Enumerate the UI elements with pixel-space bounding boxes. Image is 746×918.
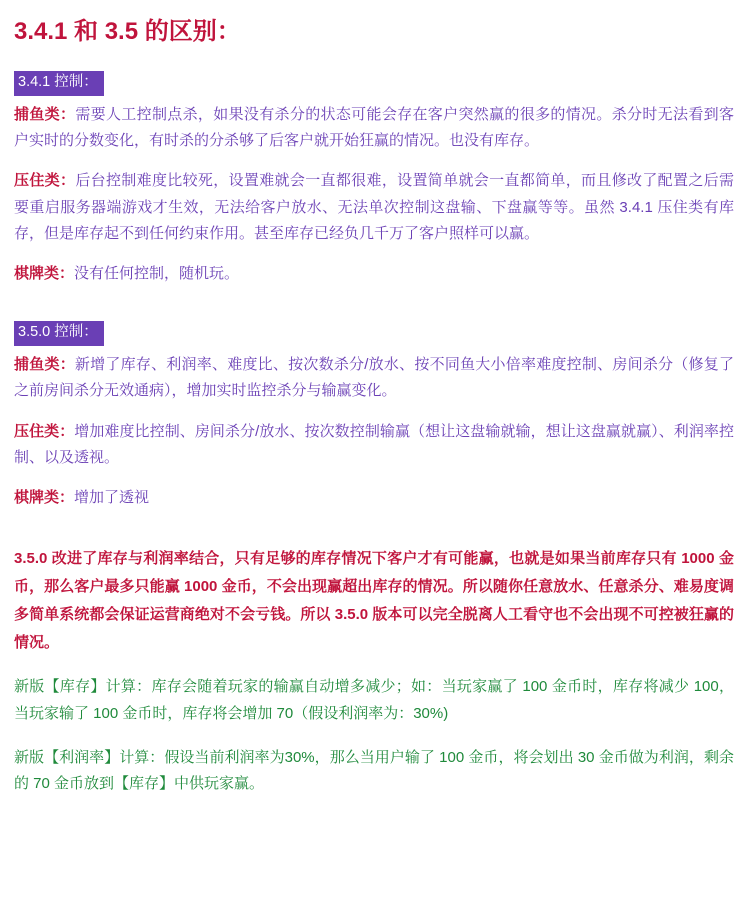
paragraph-350-pressure xyxy=(14,419,734,472)
note-lead-profit-rate: 新版【利润率】计算： xyxy=(14,748,165,766)
paragraph-341-cardgame xyxy=(14,261,734,287)
paragraph-text-cardgame: 没有任何控制，随机玩。 xyxy=(74,265,240,283)
paragraph-lead-cardgame-350: 棋牌类： xyxy=(14,489,75,507)
paragraph-350-fishing xyxy=(14,352,734,405)
section-heading-341: 3.4.1 控制： xyxy=(14,71,104,96)
section-heading-350: 3.5.0 控制： xyxy=(14,321,104,346)
paragraph-lead-cardgame: 棋牌类： xyxy=(14,265,75,283)
paragraph-text-fishing-350: 新增了库存、利润率、难度比、按次数杀分/放水、按不同鱼大小倍率难度控制、房间杀分（修复了之前房间杀分无效通病），增加实时监控杀分与输赢变化。 xyxy=(14,356,734,400)
note-profit-rate xyxy=(14,745,734,798)
note-text-stock: 库存会随着玩家的输赢自动增多减少；如：当玩家赢了 100 金币时，库存将减少 100，当玩家输了 100 金币时，库存将会增加 70（假设利润率为：30%) xyxy=(14,678,734,722)
paragraph-lead-pressure-350: 压住类： xyxy=(14,422,75,440)
page-title: 3.4.1 和 3.5 的区别： xyxy=(14,18,241,45)
paragraph-341-fishing xyxy=(14,102,734,155)
summary-spacer xyxy=(10,531,738,545)
paragraph-341-pressure xyxy=(14,168,734,247)
paragraph-text-pressure-350: 增加难度比控制、房间杀分/放水、按次数控制输赢（想让这盘输就输，想让这盘赢就赢）、利润率控制、以及透视。 xyxy=(14,422,734,466)
paragraph-350-cardgame xyxy=(14,485,734,511)
paragraph-lead-pressure: 压住类： xyxy=(14,172,76,190)
paragraph-lead-fishing: 捕鱼类： xyxy=(14,105,76,123)
summary-paragraph: 3.5.0 改进了库存与利润率结合，只有足够的库存情况下客户才有可能赢，也就是如果当前库存只有 1000 金币，那么客户最多只能赢 1000 金币，不会出现赢超出库存的情况。所以随你任意放水、任意杀分、难易度调多简单系统都会保证运营商绝对不会亏钱。所以 3.5.0 版本可以完全脱离人工看守也不会出现不可控被狂赢的情况。 xyxy=(14,550,734,651)
note-lead-stock: 新版【库存】计算： xyxy=(14,678,152,696)
section-spacer xyxy=(10,307,738,321)
paragraph-text-fishing: 需要人工控制点杀，如果没有杀分的状态可能会存在客户突然赢的很多的情况。杀分时无法看到客户实时的分数变化，有时杀的分杀够了后客户就开始狂赢的情况。也没有库存。 xyxy=(14,105,734,150)
note-text-profit-rate: 假设当前利润率为30%，那么当用户输了 100 金币，将会划出 30 金币做为利润，剩余的 70 金币放到【库存】中供玩家赢。 xyxy=(14,748,734,793)
paragraph-lead-fishing-350: 捕鱼类： xyxy=(14,356,75,374)
paragraph-text-cardgame-350: 增加了透视 xyxy=(74,489,150,507)
note-stock xyxy=(14,674,734,727)
paragraph-text-pressure: 后台控制难度比较死，设置难就会一直都很难，设置简单就会一直都简单，而且修改了配置之后需要重启服务器端游戏才生效，无法给客户放水、无法单次控制这盘输、下盘赢等等。虽然 3.4.1 压住类有库存，但是库存起不到任何约束作用。甚至库存已经负几千万了客户照样可以赢。 xyxy=(14,172,734,242)
